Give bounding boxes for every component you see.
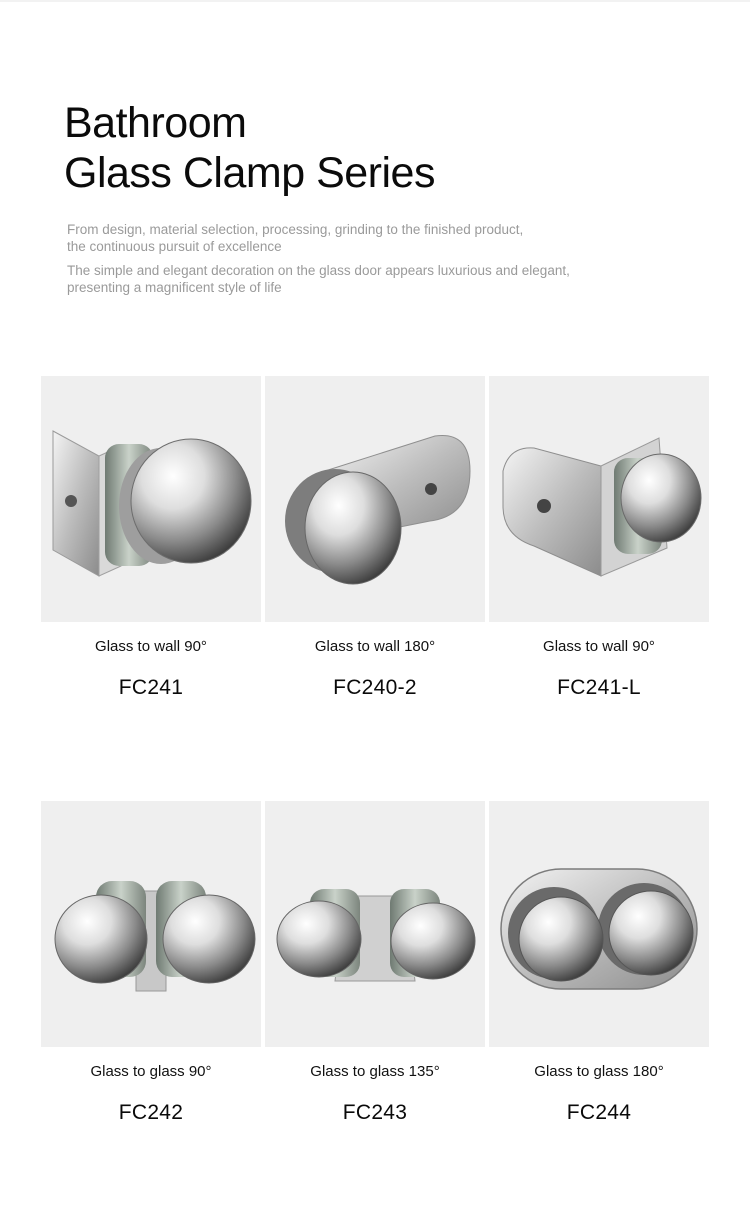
product-card-fc244[interactable] xyxy=(489,801,709,1126)
glass-clamp-180-wall-icon xyxy=(265,376,485,622)
product-caption: Glass to wall 90° xyxy=(95,638,207,655)
intro-paragraph-2 xyxy=(67,262,667,296)
glass-clamp-90-glass-icon xyxy=(41,801,261,1047)
intro-2-line-2: presenting a magnificent style of life xyxy=(67,280,282,295)
intro-1-line-2: the continuous pursuit of excellence xyxy=(67,239,282,254)
product-photo-fc241-l xyxy=(489,376,709,622)
product-model: FC244 xyxy=(566,1101,632,1124)
glass-clamp-135-glass-icon xyxy=(265,801,485,1047)
intro-paragraph-1 xyxy=(67,221,667,255)
product-card-fc240-2[interactable] xyxy=(265,376,485,701)
product-model: FC242 xyxy=(118,1101,184,1124)
product-photo-fc240-2 xyxy=(265,376,485,622)
product-photo-fc243 xyxy=(265,801,485,1047)
product-caption: Glass to wall 180° xyxy=(314,638,436,655)
title-line-2: Glass Clamp Series xyxy=(64,149,435,197)
product-card-fc242[interactable] xyxy=(41,801,261,1126)
product-model: FC241-L xyxy=(557,676,641,699)
glass-clamp-90-wall-icon xyxy=(41,376,261,622)
product-model: FC240-2 xyxy=(333,676,417,699)
product-caption: Glass to wall 90° xyxy=(543,638,655,655)
product-model: FC241 xyxy=(118,676,184,699)
page-title xyxy=(64,98,435,198)
product-model: FC243 xyxy=(342,1101,408,1124)
product-caption: Glass to glass 90° xyxy=(90,1063,212,1080)
intro-1-line-1: From design, material selection, processing, grinding to the finished product, xyxy=(67,222,524,237)
product-card-fc243[interactable] xyxy=(265,801,485,1126)
glass-clamp-180-glass-icon xyxy=(489,801,709,1047)
product-caption: Glass to glass 135° xyxy=(310,1063,440,1080)
product-photo-fc241 xyxy=(41,376,261,622)
product-caption: Glass to glass 180° xyxy=(534,1063,664,1080)
product-photo-fc242 xyxy=(41,801,261,1047)
product-photo-fc244 xyxy=(489,801,709,1047)
glass-clamp-90-wall-left-icon xyxy=(489,376,709,622)
title-line-1: Bathroom xyxy=(64,99,247,147)
top-divider xyxy=(0,0,750,2)
intro-2-line-1: The simple and elegant decoration on the glass door appears luxurious and elegant, xyxy=(67,263,570,278)
product-card-fc241[interactable] xyxy=(41,376,261,701)
product-card-fc241-l[interactable] xyxy=(489,376,709,701)
